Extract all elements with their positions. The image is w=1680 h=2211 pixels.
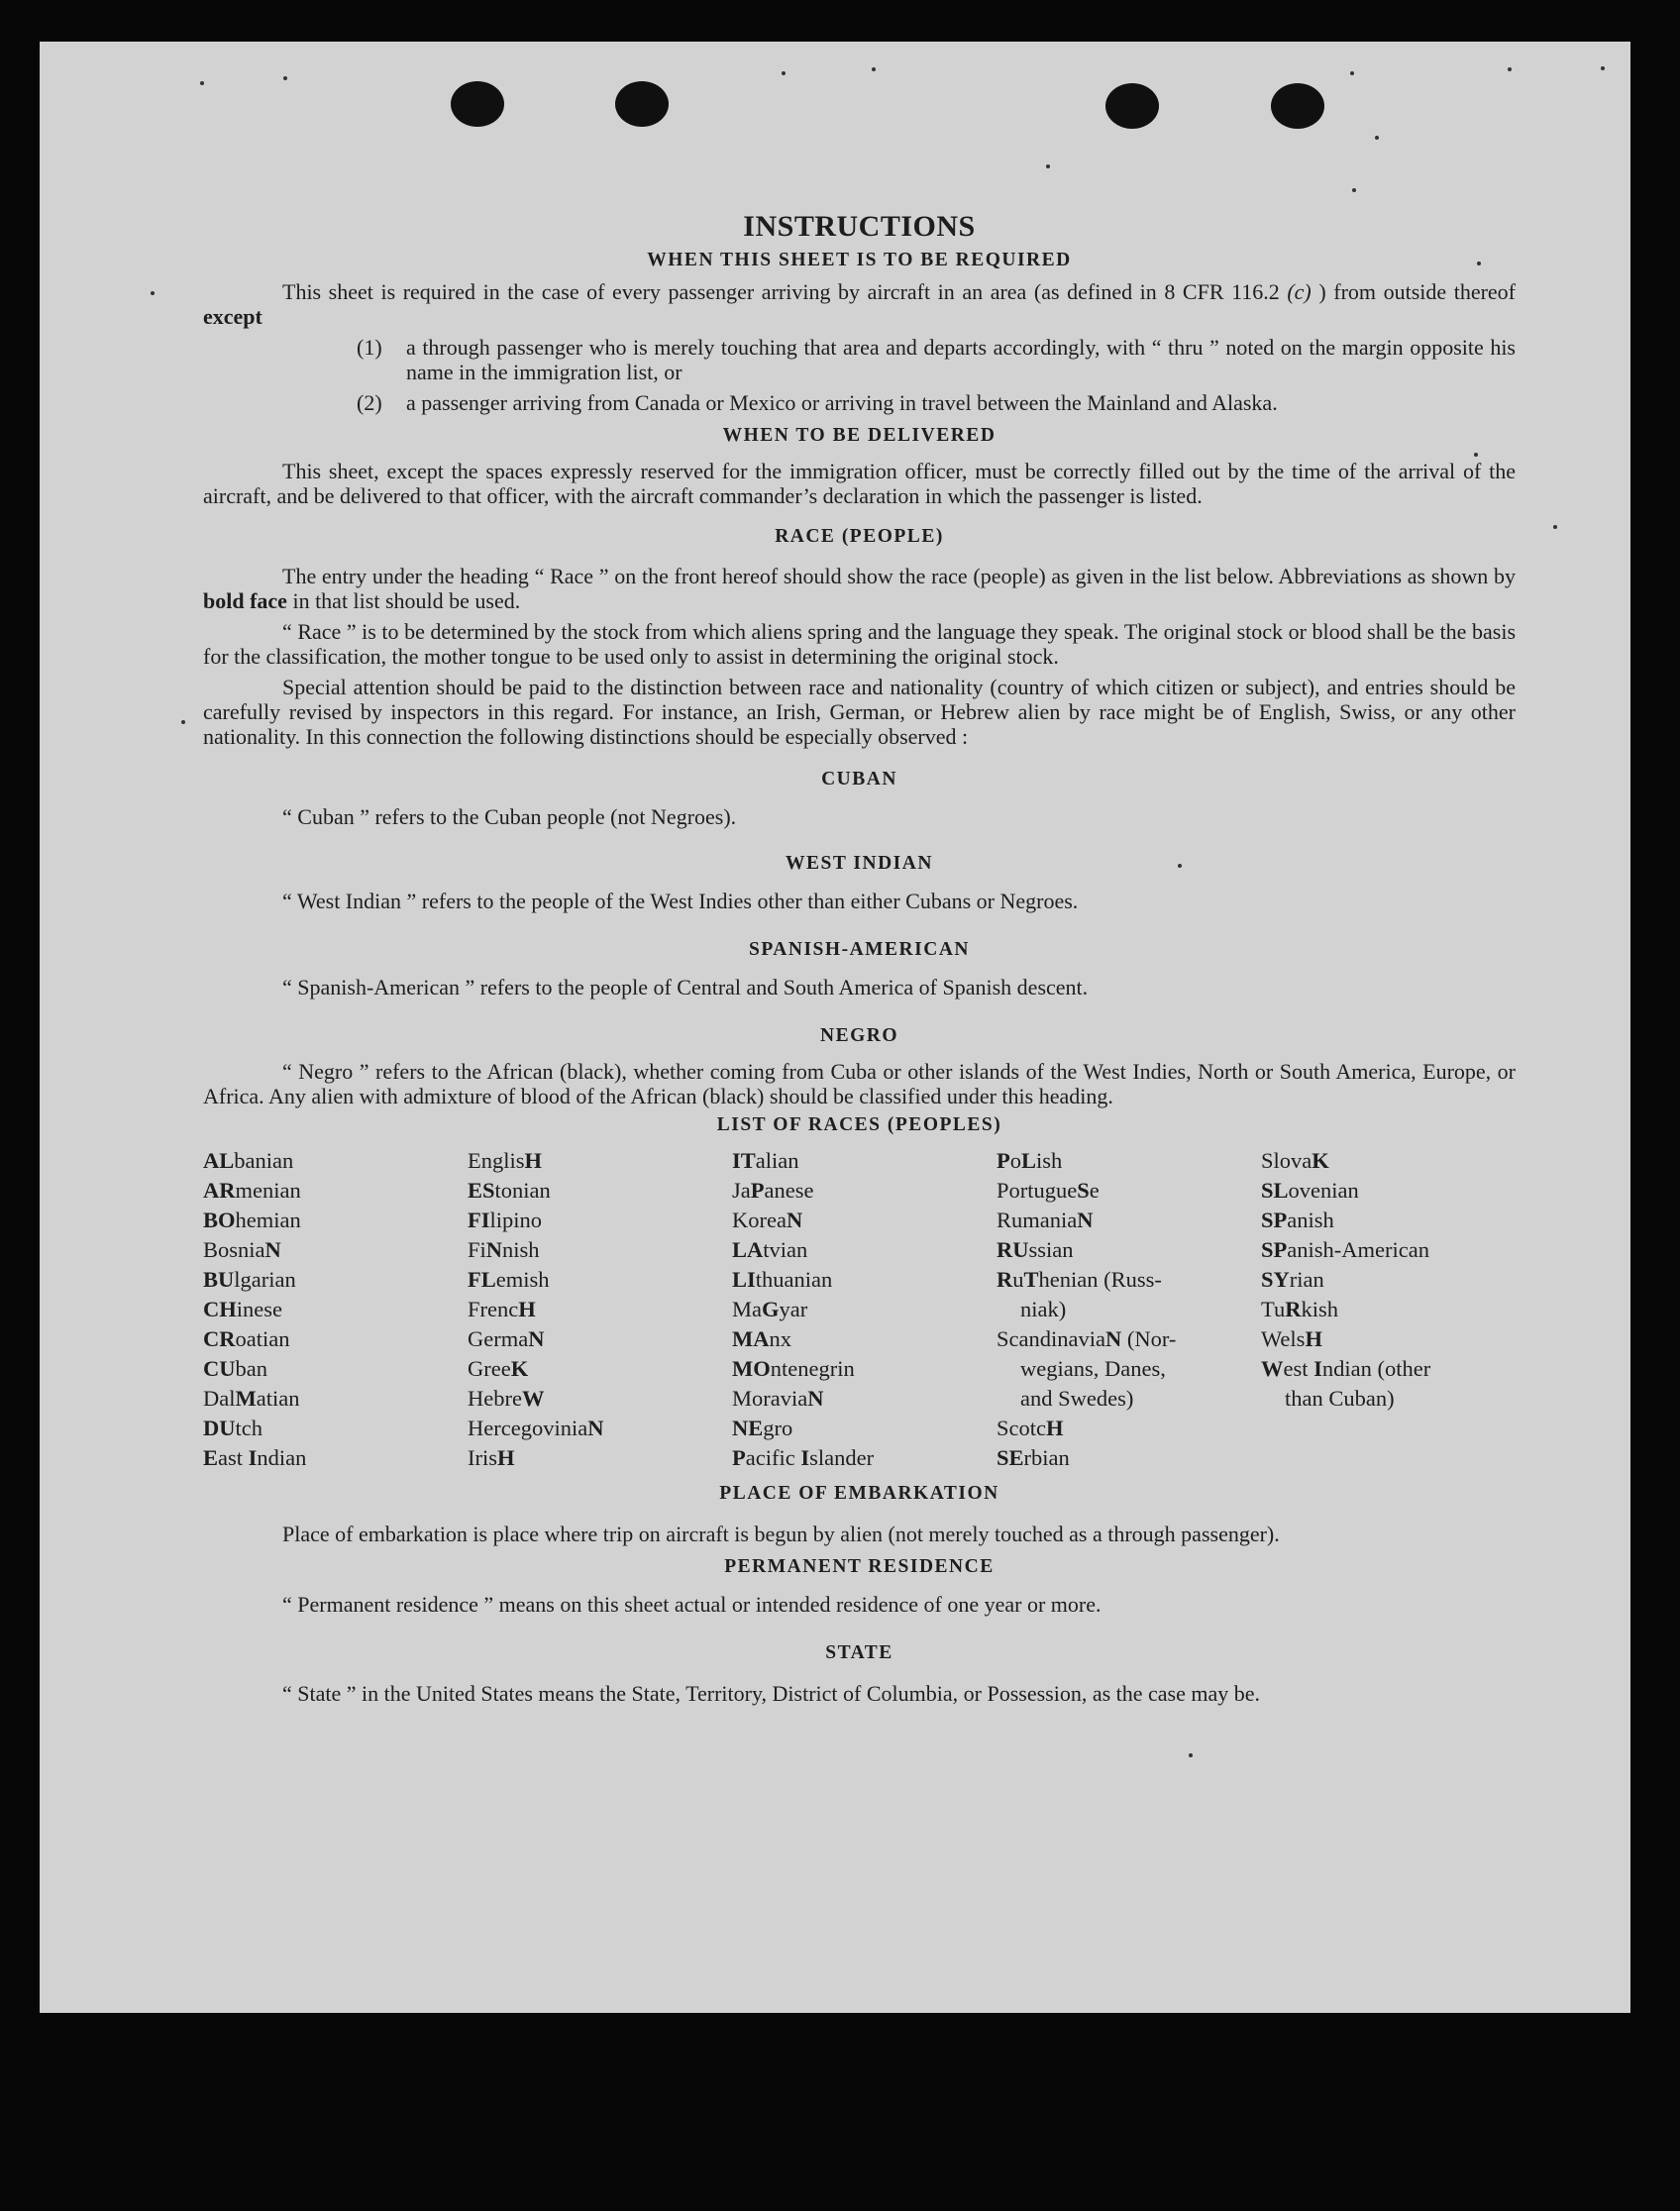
race-name-part: alian	[755, 1148, 799, 1173]
race-abbrev-letters: N	[1104, 1326, 1122, 1351]
speck	[1508, 67, 1512, 71]
race-name-part: (Nor-	[1121, 1326, 1177, 1351]
race-abbrev-letters: N	[1077, 1208, 1094, 1232]
race-abbrev-letters: H	[524, 1148, 543, 1173]
race-entry	[203, 1235, 468, 1265]
race-column	[732, 1146, 997, 1473]
race-name-part: lgarian	[234, 1267, 296, 1292]
race-entry-continuation	[997, 1354, 1261, 1384]
race-paragraph-3: Special attention should be paid to the distinction between race and nationality (country of which citizen or subject), and entries should be carefully revised by inspectors in this regard. For instance, an Irish, German, or Hebrew alien by race might be of English, Swiss, or any other nationality. In this connection the following distinctions should be especially observed :	[203, 675, 1516, 749]
state-text: “ State ” in the United States means the State, Territory, District of Columbia, or Possession, as the case may be.	[282, 1681, 1261, 1706]
cuban-text: “ Cuban ” refers to the Cuban people (not Negroes).	[282, 804, 737, 829]
heading-when-required: WHEN THIS SHEET IS TO BE REQUIRED	[647, 250, 1072, 270]
race-name-part: and Swedes)	[1020, 1386, 1134, 1411]
race-abbrev-letters: N	[264, 1237, 281, 1262]
race-entry	[732, 1206, 997, 1235]
race-abbrev-letters: SL	[1261, 1178, 1289, 1203]
race-abbrev-letters: P	[997, 1148, 1010, 1173]
speck	[200, 81, 204, 85]
document-sheet	[40, 42, 1630, 2013]
race-name-part: lipino	[489, 1208, 543, 1232]
exception-number: (2)	[357, 390, 382, 415]
heading-negro: NEGRO	[819, 1025, 898, 1046]
race-entry	[1261, 1324, 1525, 1354]
race-entry	[468, 1324, 732, 1354]
race-entry	[997, 1235, 1261, 1265]
race-entry	[468, 1265, 732, 1295]
race-entry	[732, 1443, 997, 1473]
race-name-part: Moravia	[732, 1386, 808, 1411]
race-name-part: u	[1012, 1267, 1024, 1292]
race-name-part: menian	[235, 1178, 301, 1203]
race-name-part: henian (Russ-	[1038, 1267, 1162, 1292]
race-list	[203, 1146, 1516, 1473]
race-name-part: Gree	[468, 1356, 511, 1381]
race-abbrev-letters: I	[800, 1445, 810, 1470]
race-abbrev-letters: W	[521, 1386, 545, 1411]
race-abbrev-letters: ES	[468, 1178, 495, 1203]
required-intro-except: except	[203, 304, 262, 329]
race-p1-bold: bold face	[203, 588, 287, 613]
race-column	[1261, 1146, 1525, 1473]
west-indian-text: “ West Indian ” refers to the people of the West Indies other than either Cubans or Negroes.	[282, 889, 1079, 913]
race-abbrev-letters: MO	[732, 1356, 771, 1381]
race-abbrev-letters: AL	[203, 1148, 235, 1173]
race-entry	[468, 1384, 732, 1414]
heading-state: STATE	[825, 1642, 893, 1663]
race-name-part: Ma	[732, 1297, 762, 1321]
race-p1-b: in that list should be used.	[286, 588, 521, 613]
heading-place-of-embarkation: PLACE OF EMBARKATION	[719, 1483, 999, 1504]
heading-race: RACE (PEOPLE)	[775, 526, 944, 547]
race-name-part: rian	[1289, 1267, 1324, 1292]
race-entry	[1261, 1206, 1525, 1235]
race-abbrev-letters: N	[807, 1386, 824, 1411]
race-abbrev-letters: N	[528, 1326, 545, 1351]
race-entry	[997, 1176, 1261, 1206]
race-entry	[997, 1206, 1261, 1235]
race-name-part: tvian	[763, 1237, 808, 1262]
race-entry	[468, 1414, 732, 1443]
required-intro	[203, 279, 1516, 329]
race-entry	[203, 1206, 468, 1235]
heading-spanish-american: SPANISH-AMERICAN	[749, 939, 970, 960]
race-abbrev-letters: BU	[203, 1267, 235, 1292]
race-name-part: Germa	[468, 1326, 529, 1351]
speck	[872, 67, 876, 71]
race-entry	[203, 1295, 468, 1324]
race-abbrev-letters: I	[248, 1445, 258, 1470]
required-intro-c: (c)	[1287, 279, 1312, 304]
race-entry	[732, 1176, 997, 1206]
race-abbrev-letters: M	[235, 1386, 257, 1411]
race-name-part: ast	[218, 1445, 249, 1470]
race-abbrev-letters: BO	[203, 1208, 236, 1232]
race-abbrev-letters: E	[203, 1445, 219, 1470]
punch-hole	[1105, 83, 1159, 129]
race-name-part: Wels	[1261, 1326, 1306, 1351]
race-name-part: ndian (other	[1321, 1356, 1431, 1381]
race-abbrev-letters: L	[1021, 1148, 1037, 1173]
race-abbrev-letters: G	[762, 1297, 780, 1321]
race-name-part: ovenian	[1288, 1178, 1359, 1203]
race-name-part: Scotc	[997, 1416, 1046, 1440]
exception-number: (1)	[357, 335, 382, 360]
heading-permanent-residence: PERMANENT RESIDENCE	[724, 1556, 995, 1577]
race-name-part: tonian	[494, 1178, 551, 1203]
race-entry	[468, 1176, 732, 1206]
speck	[1375, 136, 1379, 140]
race-abbrev-letters: H	[497, 1445, 515, 1470]
instructions-content	[203, 168, 1516, 1710]
race-abbrev-letters: FL	[468, 1267, 496, 1292]
race-name-part: Englis	[468, 1148, 525, 1173]
race-abbrev-letters: CH	[203, 1297, 237, 1321]
delivered-text: This sheet, except the spaces expressly reserved for the immigration officer, must be correctly filled out by the time of the arrival of the aircraft, and be delivered to that officer, with the aircraft commander’s declaration in which the passenger is listed.	[203, 459, 1516, 508]
heading-list-of-races: LIST OF RACES (PEOPLES)	[716, 1114, 1002, 1135]
race-entry	[1261, 1235, 1525, 1265]
speck	[181, 720, 185, 724]
race-abbrev-letters: IT	[732, 1148, 756, 1173]
speck	[1553, 525, 1557, 529]
heading-west-indian: WEST INDIAN	[786, 853, 933, 874]
race-name-part: slander	[809, 1445, 875, 1470]
race-entry	[732, 1354, 997, 1384]
race-entry	[203, 1384, 468, 1414]
race-name-part: oatian	[235, 1326, 290, 1351]
race-abbrev-letters: SY	[1261, 1267, 1290, 1292]
race-column	[203, 1146, 468, 1473]
race-entry	[468, 1354, 732, 1384]
race-name-part: Fi	[468, 1237, 486, 1262]
race-name-part: Iris	[468, 1445, 497, 1470]
race-name-part: ndian	[257, 1445, 307, 1470]
race-name-part: ntenegrin	[770, 1356, 855, 1381]
race-name-part: acific	[745, 1445, 801, 1470]
race-name-part: kish	[1301, 1297, 1338, 1321]
race-entry	[732, 1384, 997, 1414]
race-entry	[1261, 1354, 1525, 1384]
race-name-part: nx	[769, 1326, 791, 1351]
race-name-part: yar	[779, 1297, 808, 1321]
race-entry	[732, 1414, 997, 1443]
race-abbrev-letters: R	[997, 1267, 1013, 1292]
race-abbrev-letters: N	[786, 1208, 803, 1232]
heading-when-delivered: WHEN TO BE DELIVERED	[722, 425, 997, 446]
race-name-part: est	[1283, 1356, 1314, 1381]
race-p1-a: The entry under the heading “ Race ” on the front hereof should show the race (people) as given in the list below. Abbreviations as shown by	[282, 564, 1516, 588]
punch-hole	[451, 81, 504, 127]
race-name-part: thuanian	[755, 1267, 833, 1292]
race-entry	[732, 1324, 997, 1354]
race-name-part: banian	[234, 1148, 294, 1173]
race-name-part: niak)	[1020, 1297, 1067, 1321]
race-name-part: e	[1089, 1178, 1100, 1203]
race-name-part: ish	[1036, 1148, 1063, 1173]
race-abbrev-letters: LA	[732, 1237, 764, 1262]
race-abbrev-letters: N	[587, 1416, 604, 1440]
speck	[1189, 1753, 1193, 1757]
race-abbrev-letters: NE	[732, 1416, 764, 1440]
race-abbrev-letters: N	[485, 1237, 503, 1262]
exception-item-1	[357, 335, 1516, 384]
race-paragraph-1	[203, 564, 1516, 613]
race-name-part: tch	[235, 1416, 262, 1440]
race-entry	[732, 1235, 997, 1265]
race-name-part: ban	[235, 1356, 267, 1381]
race-abbrev-letters: RU	[997, 1237, 1029, 1262]
punch-hole	[615, 81, 669, 127]
race-name-part: atian	[256, 1386, 300, 1411]
race-column	[468, 1146, 732, 1473]
race-abbrev-letters: SE	[997, 1445, 1024, 1470]
race-entry	[468, 1206, 732, 1235]
punch-hole	[1271, 83, 1324, 129]
race-abbrev-letters: H	[518, 1297, 536, 1321]
race-name-part: Rumania	[997, 1208, 1078, 1232]
race-abbrev-letters: I	[1313, 1356, 1322, 1381]
exception-text: a through passenger who is merely touching that area and departs accordingly, with “ thru ” noted on the margin opposite his name in the immigration list, or	[406, 335, 1516, 384]
required-intro-b: ) from outside thereof	[1311, 279, 1517, 304]
race-entry	[468, 1235, 732, 1265]
race-name-part: ssian	[1028, 1237, 1074, 1262]
race-name-part: Bosnia	[203, 1237, 265, 1262]
race-entry	[468, 1295, 732, 1324]
race-name-part: Frenc	[468, 1297, 519, 1321]
required-intro-a: This sheet is required in the case of every passenger arriving by aircraft in an area (as defined in 8 CFR 116.2	[282, 279, 1288, 304]
race-abbrev-letters: SP	[1261, 1208, 1288, 1232]
race-entry	[997, 1146, 1261, 1176]
race-entry	[997, 1324, 1261, 1354]
race-name-part: Korea	[732, 1208, 787, 1232]
race-abbrev-letters: SP	[1261, 1237, 1288, 1262]
race-name-part: Hebre	[468, 1386, 522, 1411]
page-title: INSTRUCTIONS	[743, 210, 976, 243]
residence-text: “ Permanent residence ” means on this sheet actual or intended residence of one year or more.	[282, 1592, 1102, 1617]
race-entry	[203, 1324, 468, 1354]
race-entry	[732, 1295, 997, 1324]
spanish-american-text: “ Spanish-American ” refers to the people of Central and South America of Spanish descent.	[282, 975, 1089, 1000]
race-column	[997, 1146, 1261, 1473]
race-entry	[732, 1265, 997, 1295]
race-name-part: gro	[763, 1416, 793, 1440]
race-entry	[997, 1414, 1261, 1443]
race-entry	[203, 1146, 468, 1176]
race-entry	[203, 1414, 468, 1443]
speck	[283, 76, 287, 80]
race-entry	[468, 1443, 732, 1473]
race-name-part: Scandinavia	[997, 1326, 1105, 1351]
race-abbrev-letters: H	[1046, 1416, 1064, 1440]
race-entry	[203, 1265, 468, 1295]
race-abbrev-letters: DU	[203, 1416, 236, 1440]
race-abbrev-letters: W	[1261, 1356, 1284, 1381]
race-entry	[997, 1265, 1261, 1295]
race-entry	[1261, 1176, 1525, 1206]
race-entry	[1261, 1295, 1525, 1324]
race-entry	[203, 1176, 468, 1206]
race-entry	[203, 1443, 468, 1473]
race-abbrev-letters: R	[1285, 1297, 1302, 1321]
race-entry	[732, 1146, 997, 1176]
race-name-part: wegians, Danes,	[1020, 1356, 1166, 1381]
race-abbrev-letters: S	[1077, 1178, 1090, 1203]
race-entry	[1261, 1146, 1525, 1176]
race-name-part: hemian	[235, 1208, 301, 1232]
race-name-part: inese	[236, 1297, 282, 1321]
race-entry	[203, 1354, 468, 1384]
speck	[1601, 66, 1605, 70]
race-abbrev-letters: H	[1305, 1326, 1322, 1351]
race-abbrev-letters: P	[750, 1178, 765, 1203]
race-abbrev-letters: MA	[732, 1326, 770, 1351]
race-entry-continuation	[997, 1384, 1261, 1414]
race-name-part: emish	[495, 1267, 550, 1292]
negro-text: “ Negro ” refers to the African (black), whether coming from Cuba or other islands of the West Indies, North or South America, Europe, or Africa. Any alien with admixture of blood of the African (black) should be classified under this heading.	[203, 1059, 1516, 1108]
race-name-part: Slova	[1261, 1148, 1312, 1173]
speck	[782, 71, 786, 75]
race-name-part: anish-American	[1287, 1237, 1429, 1262]
race-name-part: Dal	[203, 1386, 236, 1411]
race-entry	[468, 1146, 732, 1176]
race-name-part: Tu	[1261, 1297, 1286, 1321]
race-abbrev-letters: P	[732, 1445, 746, 1470]
race-abbrev-letters: LI	[732, 1267, 756, 1292]
race-abbrev-letters: T	[1023, 1267, 1039, 1292]
race-name-part: Portugue	[997, 1178, 1078, 1203]
race-entry-continuation	[1261, 1384, 1525, 1414]
race-name-part: anish	[1287, 1208, 1334, 1232]
race-name-part: than Cuban)	[1285, 1386, 1395, 1411]
race-abbrev-letters: K	[510, 1356, 529, 1381]
speck	[151, 291, 155, 295]
race-abbrev-letters: CR	[203, 1326, 236, 1351]
race-name-part: Ja	[732, 1178, 751, 1203]
race-abbrev-letters: K	[1312, 1148, 1329, 1173]
race-entry	[1261, 1265, 1525, 1295]
embarkation-text: Place of embarkation is place where trip on aircraft is begun by alien (not merely touched as a through passenger).	[282, 1522, 1280, 1546]
race-name-part: o	[1009, 1148, 1021, 1173]
race-entry-continuation	[997, 1295, 1261, 1324]
race-name-part: Hercegovinia	[468, 1416, 588, 1440]
speck	[1350, 71, 1354, 75]
exception-text: a passenger arriving from Canada or Mexico or arriving in travel between the Mainland and Alaska.	[406, 390, 1278, 415]
race-entry	[997, 1443, 1261, 1473]
race-name-part: anese	[764, 1178, 814, 1203]
race-abbrev-letters: AR	[203, 1178, 236, 1203]
race-abbrev-letters: CU	[203, 1356, 236, 1381]
exception-item-2	[357, 390, 1516, 415]
heading-cuban: CUBAN	[821, 769, 897, 790]
race-paragraph-2: “ Race ” is to be determined by the stock from which aliens spring and the language they speak. The original stock or blood shall be the basis for the classification, the mother tongue to be used only to assist in determining the original stock.	[203, 619, 1516, 669]
race-name-part: rbian	[1023, 1445, 1070, 1470]
race-abbrev-letters: FI	[468, 1208, 490, 1232]
race-name-part: nish	[502, 1237, 540, 1262]
